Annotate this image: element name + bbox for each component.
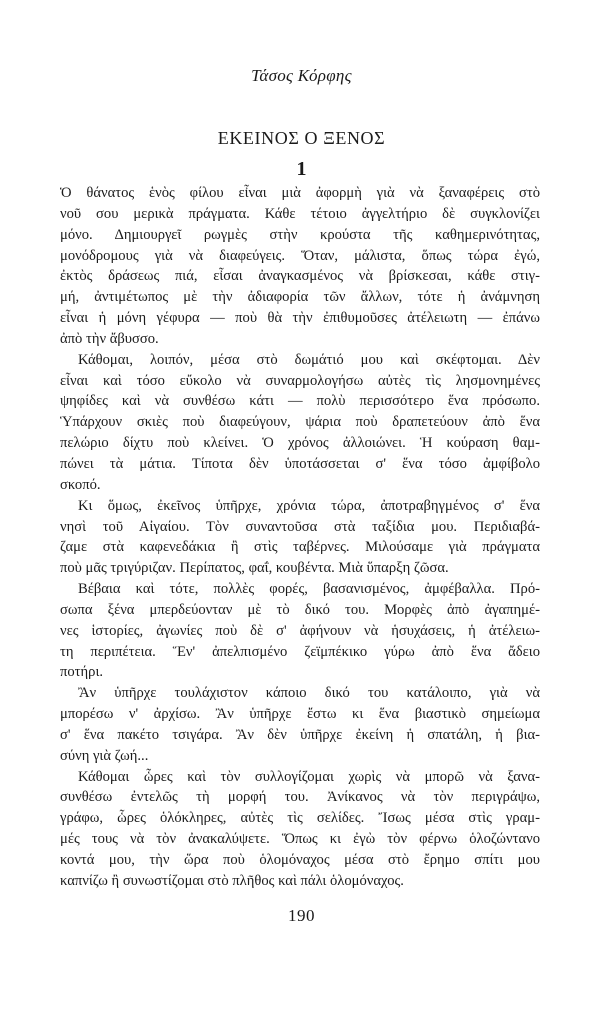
text-line: νησὶ τοῦ Αἰγαίου. Τὸν συναντοῦσα στὰ ταξίδια μου. Περιδιαβά- — [60, 518, 540, 535]
text-line: σωπα ξένα μπερδεύονταν μὲ τὸ δικό του. Μορφὲς ἀπὸ ἀγαπημέ- — [60, 601, 540, 618]
text-line: νες ἱστορίες, ἀγωνίες ποὺ δὲ σ' ἀφήνουν νὰ ἡσυχάσεις, ἡ ἀτέλειω- — [60, 622, 540, 639]
text-line: μές τους νὰ τὸν ἀνακαλύψετε. Ὅπως κι ἐγὼ τὸν φέρνω ὁλοζώντανο — [60, 831, 540, 848]
paragraph — [60, 767, 540, 892]
paragraph — [60, 183, 540, 350]
text-line: Ὁ θάνατος ἑνὸς φίλου εἶναι μιὰ ἀφορμὴ γιὰ νὰ ξαναφέρεις στὸ — [60, 185, 540, 201]
body-text — [60, 183, 540, 892]
text-line: πώνει τὰ μάτια. Τίποτα δὲν ὑποτάσσεται σ' ἕνα τόσο ἀμφίβολο — [60, 455, 540, 472]
page-number: 190 — [288, 906, 315, 925]
text-line: Κι ὅμως, ἐκεῖνος ὑπῆρχε, χρόνια τώρα, ἀποτραβηγμένος σ' ἕνα — [78, 497, 540, 514]
text-line: Ὑπάρχουν σκιὲς ποὺ διαφεύγουν, ψάρια ποὺ δραπετεύουν ἀπὸ ἕνα — [60, 414, 540, 431]
text-line: Κάθομαι, λοιπόν, μέσα στὸ δωμάτιό μου καὶ σκέφτομαι. Δὲν — [78, 351, 540, 368]
text-line: ποὺ μᾶς τριγύριζαν. Περίπατος, φαΐ, κουβέντα. Μιὰ ὕπαρξη ζῶσα. — [60, 560, 449, 577]
text-line: ἀπὸ τὴν ἄβυσσο. — [60, 330, 159, 347]
text-line: ψηφίδες καὶ νὰ συνθέσω κάτι — πολὺ περισσότερο ἕνα πρόσωπο. — [60, 393, 540, 410]
text-line: Ἂν ὑπῆρχε τουλάχιστον κάποιο δικό του κατάλοιπο, γιὰ νὰ — [78, 685, 540, 702]
text-line: καπνίζω ἢ συνωστίζομαι στὸ πλῆθος καὶ πάλι ὁλομόναχος. — [60, 872, 404, 889]
paragraph — [60, 496, 540, 579]
text-line: μπορέσω ν' ἀρχίσω. Ἂν ὑπῆρχε ἔστω κι ἕνα βιαστικὸ σημείωμα — [60, 706, 540, 723]
text-line: μή, ἀντιμέτωπος μὲ τὴν ἀδιαφορία τῶν ἄλλων, τότε ἡ ἀνάμνηση — [60, 289, 540, 306]
text-line: σκοπό. — [60, 476, 101, 493]
text-line: μόνο. Δημιουργεῖ ρωγμὲς στὴν κρούστα τῆς καθημερινότητας, — [60, 226, 540, 243]
text-line: πελώριο δίχτυ ποὺ κλείνει. Ὁ χρόνος ἀλλοιώνει. Ἡ κούραση θαμ- — [60, 435, 540, 452]
text-line: εἶναι καὶ τόσο εὔκολο νὰ συναρμολογήσω αὐτὲς τὶς λησμονημένες — [60, 372, 540, 389]
chapter-number: 1 — [296, 158, 307, 180]
paragraph — [60, 350, 540, 496]
text-line: νοῦ σου μερικὰ πράγματα. Κάθε τέτοιο ἀγγελτήριο δὲ συγκλονίζει — [60, 205, 540, 222]
text-line: Κάθομαι ὧρες καὶ τὸν συλλογίζομαι χωρὶς νὰ μπορῶ νὰ ξανα- — [78, 768, 540, 785]
text-line: ἐκτὸς δράσεως πιά, εἶσαι ἀναγκασμένος νὰ βρίσκεσαι, κάθε στιγ- — [60, 268, 540, 285]
text-line: σ' ἕνα πακέτο τσιγάρα. Ἂν δὲν ὑπῆρχε ἐκείνη ἡ σπατάλη, ἡ βια- — [60, 726, 540, 743]
text-line: συνθέσω ἐντελῶς τὴ μορφή του. Ἀνίκανος νὰ τὸν περιγράψω, — [60, 789, 540, 806]
text-line: κοντά μου, τὴν ὥρα ποὺ ὁλομόναχος μέσα στὸ ἔρημο σπίτι μου — [60, 852, 540, 868]
text-line: Βέβαια καὶ τότε, πολλὲς φορές, βασανισμένος, ἀμφέβαλλα. Πρό- — [78, 581, 540, 598]
paragraph — [60, 683, 540, 766]
running-head-author: Τάσος Κόρφης — [251, 66, 352, 85]
text-line: σύνη γιὰ ζωή... — [60, 747, 149, 764]
text-line: γράφω, ὧρες ὁλόκληρες, αὐτὲς τὶς σελίδες. Ἴσως μέσα στὶς γραμ- — [60, 810, 540, 827]
chapter-title: ΕΚΕΙΝΟΣ Ο ΞΕΝΟΣ — [217, 128, 386, 148]
text-line: εἶναι ἡ μόνη γέφυρα — ποὺ θὰ τὴν ἐπιθυμοῦσες ἀτέλειωτη — ἐπάνω — [60, 310, 540, 327]
text-line: ποτήρι. — [60, 664, 104, 681]
paragraph — [60, 579, 540, 683]
text-line: ζαμε στὰ καφενεδάκια ἢ στὶς ταβέρνες. Μιλούσαμε γιὰ πράγματα — [60, 539, 540, 556]
text-line: μονόδρομους γιὰ νὰ διαφεύγεις. Ὅταν, μάλιστα, ὅπως τώρα ἐγώ, — [60, 247, 540, 264]
text-line: τη περιπέτεια. Ἕν' ἀπελπισμένο ζεϊμπέκικο γύρω ἀπὸ ἕνα ἄδειο — [60, 643, 540, 660]
